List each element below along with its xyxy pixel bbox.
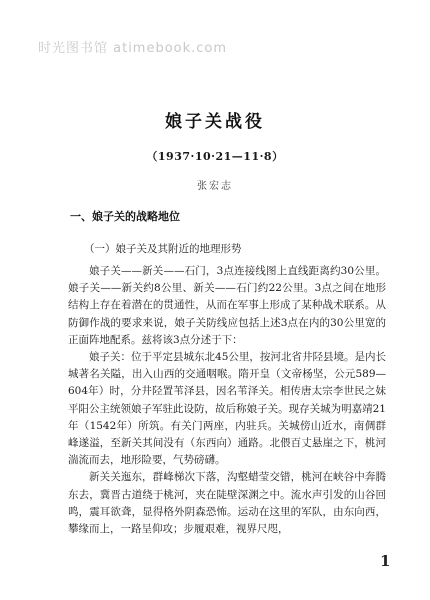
section-heading: 一、娘子关的战略地位 <box>70 210 180 223</box>
date-range: （1937·10·21—11·8） <box>146 150 284 163</box>
paragraph: 娘子关——新关——石门，3点连接线图上直线距离约30公里。娘子关——新关约8公里、新关——石门约22公里。3点之间在地形结构上存在着潜在的贯通性，从而在军事上形成了某种战术联系。从防御作战的要求来说，娘子关防线应包括上述3点在内的30公里宽的正面阵地配系。兹将该3点分述于下： <box>68 265 386 346</box>
body-text <box>68 263 386 538</box>
page-number: 1 <box>380 552 391 570</box>
author-name: 张宏志 <box>197 181 233 192</box>
watermark-text: 时光图书馆 atimebook.com <box>38 41 228 56</box>
paragraph: 新关关迤东，群峰梯次下落，沟壑蜡莹交错，桃河在峡谷中奔腾东去，冀晋古道绕于桃河，夹在陡壁深渊之中。流水声引发的山谷回鸣，震耳欲聋，显得格外阴森恐怖。运动在这里的军队，由东向西，攀缘而上，一路呈仰攻；步履艰难，视界尺咫， <box>68 471 386 536</box>
page-title: 娘子关战役 <box>165 112 265 132</box>
subsection-heading: （一）娘子关及其附近的地理形势 <box>84 243 242 255</box>
paragraph: 娘子关：位于平定县城东北45公里，按河北省井陉县境。是内长城著名关隘，出入山西的交通咽喉。隋开皇（文帝杨坚，公元589—604年）时，分井陉置苇泽县，因名苇泽关。相传唐太宗李世民之妹平阳公主统领娘子军驻此设防，故后称娘子关。现存关城为明嘉靖21年（1542年）所筑。有关门两座，内驻兵。关城傍山近水，南倜群峰遂溢，至新关其间没有（东西向）通路。北偎百丈悬崖之下，桃河湍流而去，地形险要，气势磅礴。 <box>68 351 386 467</box>
